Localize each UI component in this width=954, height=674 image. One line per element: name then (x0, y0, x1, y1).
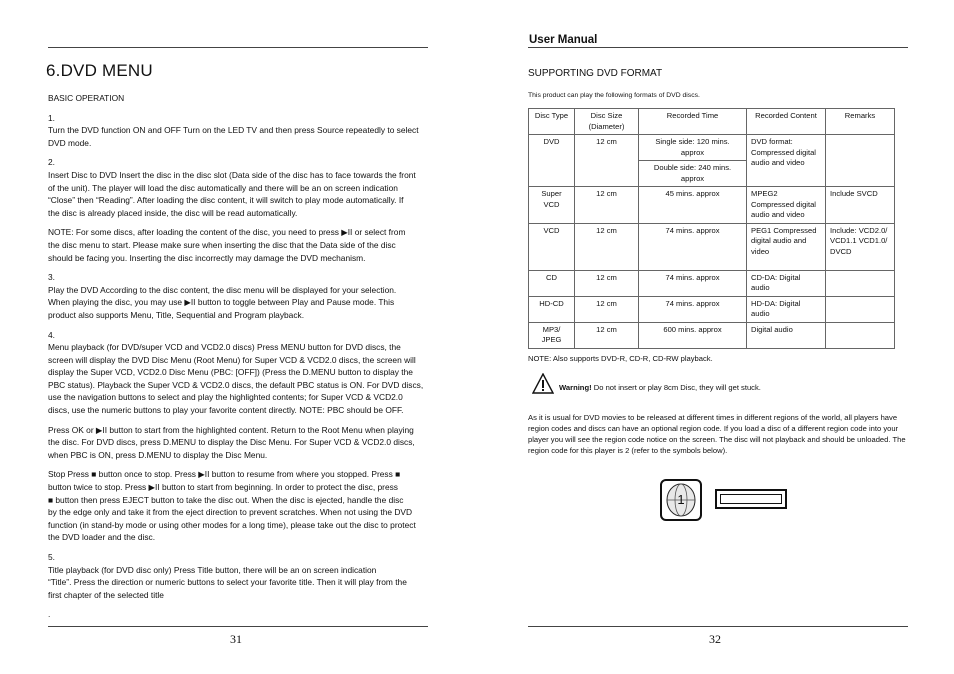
text-line: use the navigation buttons to select and play the highlighted contents; for Super VCD & VCD2.0 (48, 392, 403, 403)
table-header-row (529, 109, 895, 135)
header-cell: Disc Type (529, 109, 575, 135)
cell: 45 mins. approx (639, 187, 747, 224)
page-number: 32 (709, 632, 721, 646)
cell: 74 mins. approx (639, 223, 747, 270)
text-line: “Close” then “Reading”. After loading the disc content, it will switch to play mode automatically. If (48, 195, 404, 206)
section-subtitle: BASIC OPERATION (48, 93, 125, 103)
text-line: region code for this player is 2 (refer to the symbols below). (528, 446, 728, 455)
text-line: Play the DVD According to the disc content, the disc menu will be displayed for your selection. (48, 284, 397, 295)
text-line: Menu playback (for DVD/super VCD and VCD2.0 discs) Press MENU button for DVD discs, the (48, 342, 401, 353)
text-line: Stop Press ■ button once to stop. Press ▶II button to resume from where you stopped. Press ■ (48, 469, 401, 480)
text-line: when PBC is ON, press D.MENU to display the Disc Menu. (48, 449, 268, 460)
text-line: region codes and discs can have an optional region code. If you load a disc of a different region code into your (528, 424, 899, 433)
intro-text: This product can play the following formats of DVD discs. (528, 92, 700, 99)
table-row (529, 187, 895, 224)
table-row (529, 223, 895, 270)
cell: CD (529, 270, 575, 296)
trailing-dot: . (48, 609, 51, 620)
warning-icon (532, 373, 554, 395)
cell: VCD (529, 223, 575, 270)
page-number: 31 (230, 632, 242, 646)
table-row (529, 270, 895, 296)
text-line: the disc is already placed inside, the disc will be read automatically. (48, 207, 298, 218)
text-line: PBC status). Playback the Super VCD & VCD2.0 discs, the default PBC status is ON. For DVD discs, (48, 379, 424, 390)
cell: 74 mins. approx (639, 296, 747, 322)
text-line: Insert Disc to DVD Insert the disc in the disc slot (Data side of the disc has to face towards the front (48, 169, 416, 180)
cell: CD-DA: Digital audio (747, 270, 826, 296)
region-number: 1 (677, 492, 685, 507)
cell: 12 cm (575, 135, 639, 187)
cell: Single side: 120 mins. approx (639, 135, 747, 161)
text-line: As it is usual for DVD movies to be released at different times in different regions of the world, all players have (528, 413, 898, 422)
section-number: 3. (48, 272, 55, 283)
cell: 600 mins. approx (639, 322, 747, 348)
cell: HD-CD (529, 296, 575, 322)
cell: PEG1 Compressed digital audio and video (747, 223, 826, 270)
text-line: product also supports Menu, Title, Sequential and Program playback. (48, 309, 305, 320)
text-line: When playing the disc, you may use ▶II button to toggle between Play and Pause mode. This (48, 297, 395, 308)
section-heading: SUPPORTING DVD FORMAT (528, 68, 663, 79)
text-line: ■ button then press EJECT button to take the disc out. When the disc is ejected, handle the disc (48, 494, 404, 505)
region-code-symbol (660, 479, 702, 521)
header-cell: Remarks (826, 109, 895, 135)
text-line: function (in stand-by mode or using other modes for a long time), please take out the disc to protect (48, 519, 416, 530)
cell: Include SVCD (826, 187, 895, 224)
note-line: the disc menu to start. Please make sure when inserting the disc that the Data side of the disc (48, 239, 396, 250)
region-label-box (715, 489, 787, 509)
table-row (529, 322, 895, 348)
cell: 12 cm (575, 270, 639, 296)
warning-line (559, 382, 889, 393)
right-page (477, 0, 954, 674)
note-line: should be facing you. Inserting the disc incorrectly may damage the DVD mechanism. (48, 252, 366, 263)
header-cell: Disc Size (Diameter) (575, 109, 639, 135)
cell: 12 cm (575, 223, 639, 270)
cell (826, 270, 895, 296)
section-number: 4. (48, 329, 55, 340)
cell: Double side: 240 mins. approx (639, 161, 747, 187)
text-line: by the edge only and take it from the eject direction to prevent scratches. When not using the DVD (48, 507, 413, 518)
text-line: of the unit). The player will load the disc automatically and there will be an on screen indication (48, 182, 398, 193)
header-cell: Recorded Content (747, 109, 826, 135)
cell: 12 cm (575, 296, 639, 322)
section-number: 1. (48, 112, 55, 123)
text-line: discs, use the numeric buttons to play your favorite content directly. NOTE: PBC should be OFF. (48, 405, 404, 416)
cell: Include: VCD2.0/ VCD1.1 VCD1.0/ DVCD (826, 223, 895, 270)
text-line: the DVD loader and the disc. (48, 532, 156, 543)
text-line: first chapter of the selected title (48, 589, 164, 600)
support-note: NOTE: Also supports DVD-R, CD-R, CD-RW playback. (528, 354, 713, 363)
bottom-rule (528, 626, 908, 627)
cell: 12 cm (575, 187, 639, 224)
text-line: “Title”. Press the direction or numeric buttons to select your favorite title. Then it will play from the (48, 577, 407, 588)
cell: Digital audio (747, 322, 826, 348)
cell (826, 296, 895, 322)
table-row (529, 135, 895, 161)
cell: DVD format: Compressed digital audio and video (747, 135, 826, 187)
text-line: screen will display the DVD Disc Menu (Root Menu) for Super VCD & VCD2.0 discs, the screen will (48, 354, 416, 365)
warning-text: Do not insert or play 8cm Disc, they will get stuck. (593, 383, 761, 392)
cell: 12 cm (575, 322, 639, 348)
text-line: Press OK or ▶II button to start from the highlighted content. Return to the Root Menu when playing (48, 424, 414, 435)
cell: DVD (529, 135, 575, 187)
section-number: 5. (48, 552, 55, 562)
warning-label: Warning! (559, 383, 592, 392)
section-number: 2. (48, 157, 55, 168)
header-rule (528, 47, 908, 48)
header-cell: Recorded Time (639, 109, 747, 135)
text-line: button twice to stop. Press ▶II button to start from beginning. In order to protect the disc, press (48, 482, 398, 493)
text-line: the disc. For DVD discs, press D.MENU to display the Disc Menu. For Super VCD & VCD2.0 discs, (48, 437, 415, 448)
text-line: player you will see the region code notice on the screen. The disc will not playback and should be unloaded. The (528, 435, 906, 444)
body-text (48, 92, 428, 621)
note-line: NOTE: For some discs, after loading the content of the disc, you need to press ▶II or select from (48, 227, 406, 238)
region-text (528, 412, 910, 456)
text-line: DVD mode. (48, 137, 92, 148)
cell: Super VCD (529, 187, 575, 224)
bottom-rule (48, 626, 428, 627)
text-line: Turn the DVD function ON and OFF Turn on the LED TV and then press Source repeatedly to select (48, 125, 419, 136)
cell: MPEG2 Compressed digital audio and video (747, 187, 826, 224)
cell (826, 322, 895, 348)
text-line: Title playback (for DVD disc only) Press Title button, there will be an on screen indication (48, 564, 377, 575)
cell: MP3/ JPEG (529, 322, 575, 348)
table-row (529, 296, 895, 322)
header-title: User Manual (529, 34, 598, 46)
page-title: 6.DVD MENU (46, 61, 153, 80)
cell: 74 mins. approx (639, 270, 747, 296)
top-rule (48, 47, 428, 48)
text-line: display the Super VCD, VCD2.0 Disc Menu (PBC: [OFF]) (Press the D.MENU button to display the (48, 367, 413, 378)
disc-format-table (528, 108, 895, 349)
cell (826, 135, 895, 187)
cell: HD-DA: Digital audio (747, 296, 826, 322)
